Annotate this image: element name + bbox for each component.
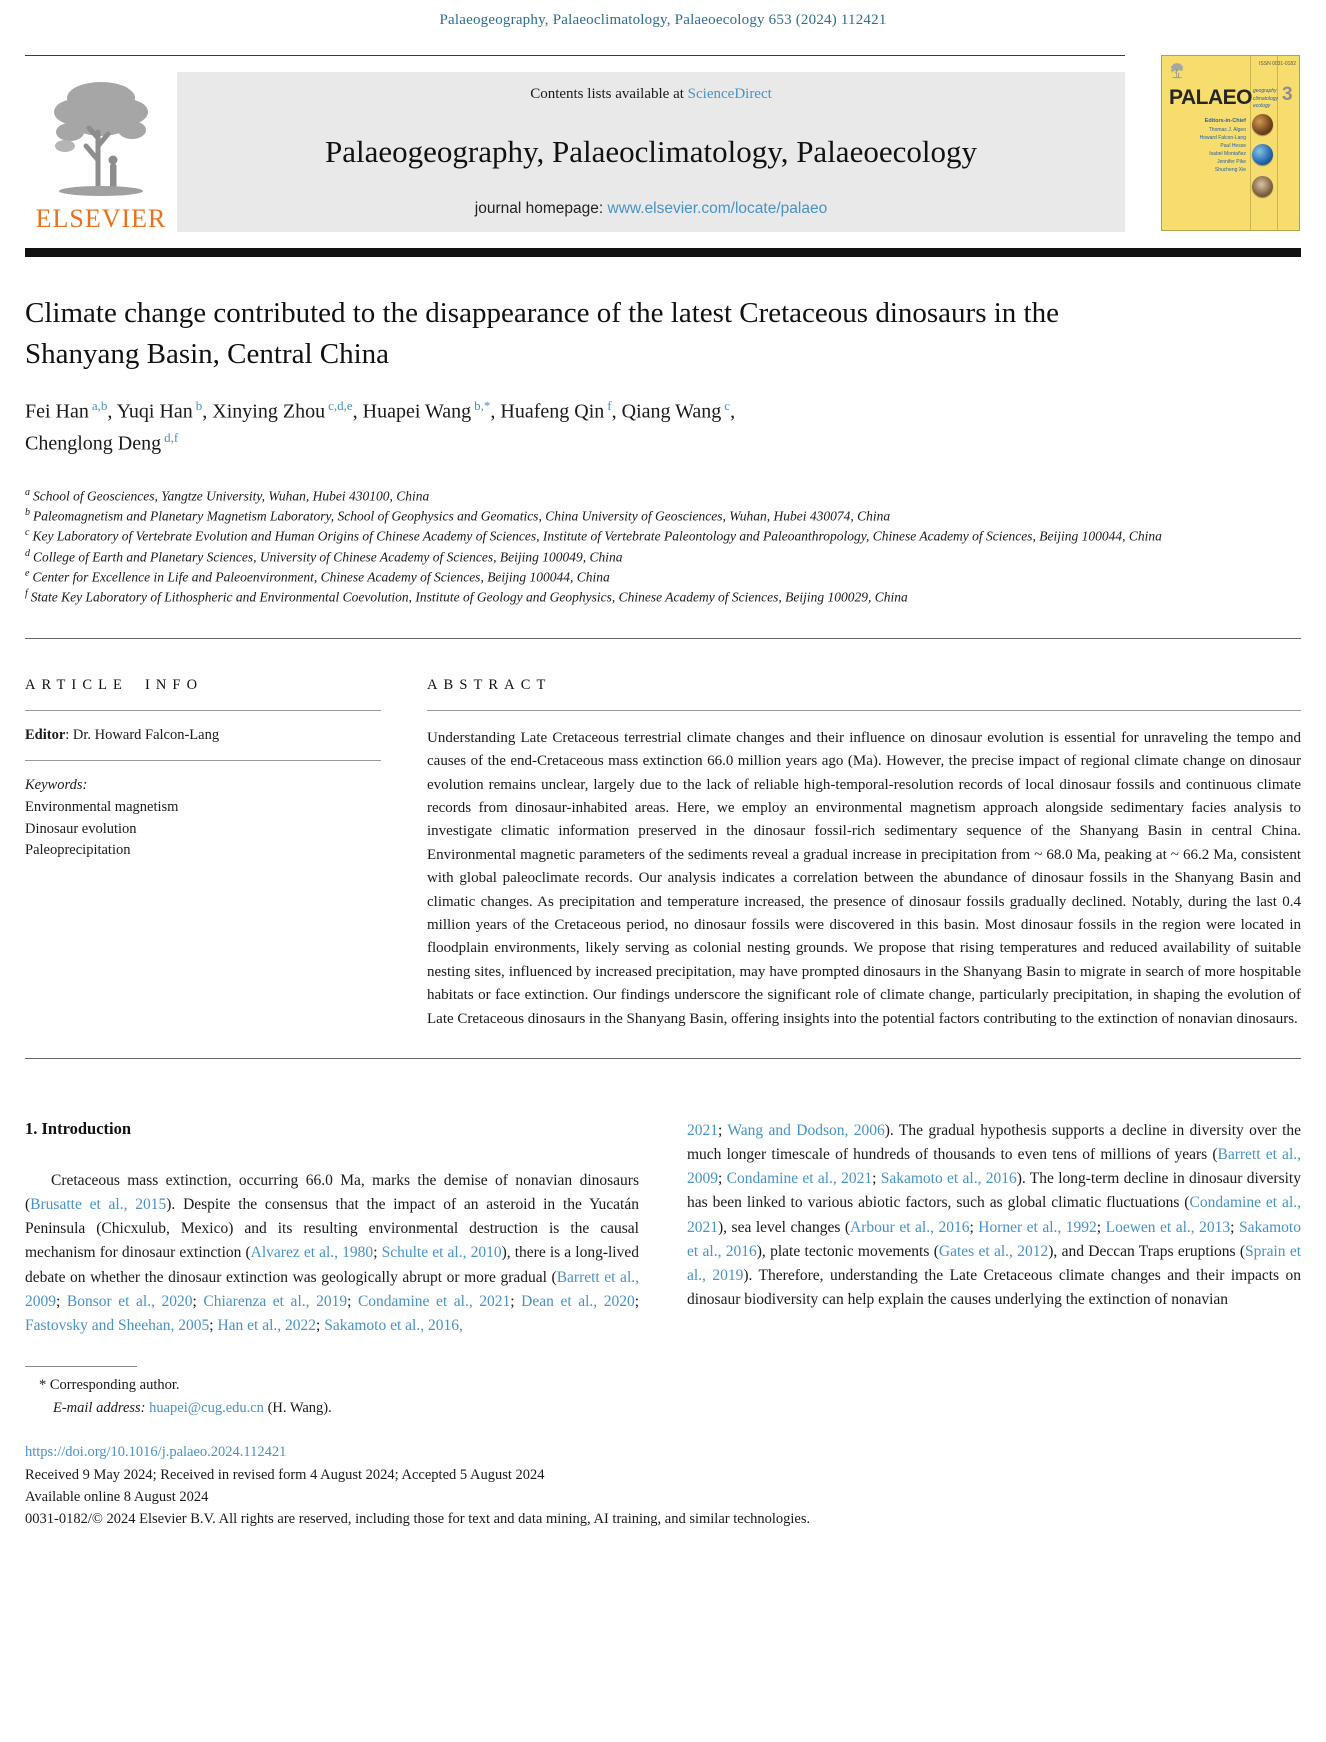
contents-prefix: Contents lists available at [530, 86, 688, 102]
rule-above-abstract [25, 638, 1301, 639]
footnote-block [25, 1366, 665, 1419]
cover-subtitle: geography climatology ecology [1253, 88, 1279, 109]
cover-editors-list: Editors-in-Chief Thomas J. Algeo Howard Falcon-Lang Paul Hesse Isabel Montañez Jennifer Pike Shucheng Xie [1199, 118, 1246, 173]
cover-globe-icon [1252, 144, 1273, 165]
article-footer [25, 1441, 1301, 1531]
journal-title: Palaeogeography, Palaeoclimatology, Palaeoecology [325, 133, 977, 169]
sciencedirect-link[interactable]: ScienceDirect [687, 86, 772, 102]
body-column-right [687, 1119, 1301, 1338]
body-column-left [25, 1119, 639, 1338]
email-line: E-mail address: huapei@cug.edu.cn (H. Wang). [53, 1399, 332, 1416]
available-online: Available online 8 August 2024 [25, 1489, 209, 1505]
cover-ammonite-icon [1252, 176, 1273, 197]
article-title: Climate change contributed to the disappearance of the latest Cretaceous dinosaurs in the Shanyang Basin, Central China [25, 297, 1059, 370]
copyright-line: 0031-0182/© 2024 Elsevier B.V. All rights are reserved, including those for text and data mining, AI training, and similar technologies. [25, 1511, 811, 1528]
affiliation-item: $^f$ State Key Laboratory of Lithospheric and Environmental Coevolution, Institute of Geology and Geophysics, Chinese Academy of Sciences, Beijing 100029, China [25, 588, 908, 605]
cover-divider [1277, 56, 1278, 230]
introduction-section [25, 1119, 1301, 1338]
editor-line: Editor: Dr. Howard Falcon-Lang [25, 726, 220, 743]
affiliation-item: $^c$ Key Laboratory of Vertebrate Evolution and Human Origins of Chinese Academy of Sciences, Institute of Vertebrate Paleontology and Paleoanthropology, Chinese Academy of Sciences, Beijing 100044, China [25, 527, 1162, 544]
footnote-rule [25, 1366, 137, 1367]
affiliation-item: $^e$ Center for Excellence in Life and Paleoenvironment, Chinese Academy of Sciences, Beijing 100044, China [25, 568, 610, 585]
keyword-item: Dinosaur evolution [25, 820, 137, 837]
abstract-heading: ABSTRACT [427, 676, 552, 693]
rule [427, 710, 1301, 711]
journal-header-left [25, 55, 1125, 234]
journal-cover-thumbnail[interactable] [1161, 55, 1300, 231]
cover-brand: PALAEO [1169, 86, 1252, 109]
contents-line [187, 86, 1115, 103]
affiliation-item: $^a$ School of Geosciences, Yangtze University, Wuhan, Hubei 430100, China [25, 486, 430, 503]
abstract-text: Understanding Late Cretaceous terrestrial climate changes and their influence on dinosaur evolution is essential for unraveling the tempo and causes of the end-Cretaceous mass extinction 66.0 million years ago (Ma). However, the precise impact of regional climate change on dinosaur evolution remains unclear, largely due to the lack of reliable high-temporal-resolution records of local dinosaur fossils and continuous climate records from dinosaur-inhabited areas. Here, we employ an environmental magnetism approach alongside sedimentary facies analysis to investigate climatic information preserved in the dinosaur fossil-rich sedimentary sequence of the Shanyang Basin in central China. Environmental magnetic parameters of the sediments reveal a gradual increase in precipitation from ~ 68.0 Ma, peaking at ~ 66.2 Ma, consistent with global paleoclimate records. Our analysis indicates a correlation between the abundance of dinosaur fossils in the Shanyang Basin and climatic changes. As precipitation and temperature increased, the presence of dinosaur fossils gradually declined. Notably, during the last 0.4 million years of the Cretaceous period, no dinosaur fossils were discovered in this basin. Most dinosaur fossils in the region were located in floodplain environments, likely serving as colonial nesting grounds. We propose that rising temperatures and reduced availability of suitable nesting sites, influenced by increased precipitation, may have prompted dinosaurs in the Shanyang Basin to migrate in search of more hospitable habitats or face extinction. Our findings underscore the significant role of climate change, particularly precipitation, in shaping the evolution of Late Cretaceous dinosaurs in the Shanyang Basin, offering insights into the potential factors contributing to the extinction of nonavian dinosaurs. [427, 729, 1301, 1027]
introduction-paragraph-continued: 2021; Wang and Dodson, 2006). The gradual hypothesis supports a decline in diversity over the much longer timescale of hundreds of thousands to even tens of millions of years (Barrett et al., 2009; Condamine et al., 2021; Sakamoto et al., 2016). The long-term decline in dinosaur diversity has been linked to various abiotic factors, such as global climatic fluctuations (Condamine et al., 2021), sea level changes (Arbour et al., 2016; Horner et al., 1992; Loewen et al., 2013; Sakamoto et al., 2016), plate tectonic movements (Gates et al., 2012), and Deccan Traps eruptions (Sprain et al., 2019). Therefore, understanding the Late Cretaceous climate changes and their impacts on dinosaur biodiversity can help explain the causes underlying the extinction of nonavian [687, 1121, 1302, 1309]
keyword-item: Paleoprecipitation [25, 842, 131, 859]
journal-banner-box [177, 72, 1125, 232]
doi-link[interactable]: https://doi.org/10.1016/j.palaeo.2024.112421 [25, 1444, 287, 1461]
corresponding-author-note: * Corresponding author. [39, 1377, 180, 1394]
rule [25, 710, 381, 711]
homepage-line [187, 200, 1115, 218]
rule-above-body [25, 1058, 1301, 1059]
homepage-prefix: journal homepage: [474, 200, 608, 217]
received-dates: Received 9 May 2024; Received in revised form 4 August 2024; Accepted 5 August 2024 [25, 1466, 545, 1483]
cover-divider [1250, 56, 1251, 230]
journal-homepage-link[interactable]: www.elsevier.com/locate/palaeo [607, 200, 828, 217]
elsevier-tree-mini-icon [1169, 62, 1185, 79]
cover-issue-number: 3 [1282, 84, 1293, 105]
affiliations [25, 486, 1301, 608]
journal-header [25, 55, 1301, 234]
introduction-heading: 1. Introduction [25, 1118, 132, 1138]
journal-citation: Palaeogeography, Palaeoclimatology, Palaeoecology 653 (2024) 112421 [439, 12, 887, 28]
affiliation-item: $^b$ Paleomagnetism and Planetary Magnetism Laboratory, School of Geophysics and Geomatics, China University of Geosciences, Wuhan, Hubei 430074, China [25, 506, 891, 524]
section-divider-bar [25, 248, 1301, 257]
keyword-item: Environmental magnetism [25, 798, 179, 815]
author-list: Fei Han $^{a,b}$, Yuqi Han $^b$, Xinying Zhou $^{c,d,e}$, Huapei Wang $^{b,*}$, Huafeng Qin $^f$, Qiang Wang $^c$, Chenglong Deng $^{d,f}$ [25, 398, 736, 455]
elsevier-wordmark: ELSEVIER [35, 204, 167, 233]
keywords-label: Keywords: [25, 776, 88, 793]
cover-issn: ISSN 0031-0182 [1259, 61, 1296, 67]
abstract-section [427, 677, 1301, 1031]
rule [25, 760, 381, 761]
article-info-section [25, 677, 381, 1031]
affiliation-item: $^d$ College of Earth and Planetary Sciences, University of Chinese Academy of Sciences, Beijing 100049, China [25, 547, 623, 565]
elsevier-logo[interactable] [25, 72, 177, 234]
elsevier-tree-icon [35, 72, 167, 202]
introduction-paragraph: Cretaceous mass extinction, occurring 66.0 Ma, marks the demise of nonavian dinosaurs (Brusatte et al., 2015). Despite the consensus that the impact of an asteroid in the Yucatán Peninsula (Chicxulub, Mexico) and its resulting environmental destruction is the causal mechanism for dinosaur extinction (Alvarez et al., 1980; Schulte et al., 2010), there is a long-lived debate on whether the dinosaur extinction was geologically abrupt or more gradual (Barrett et al., 2009; Bonsor et al., 2020; Chiarenza et al., 2019; Condamine et al., 2021; Dean et al., 2020; Fastovsky and Sheehan, 2005; Han et al., 2022; Sakamoto et al., 2016, [25, 1171, 640, 1334]
cover-globe-icon [1252, 114, 1273, 135]
article-info-heading: ARTICLE INFO [25, 676, 204, 693]
